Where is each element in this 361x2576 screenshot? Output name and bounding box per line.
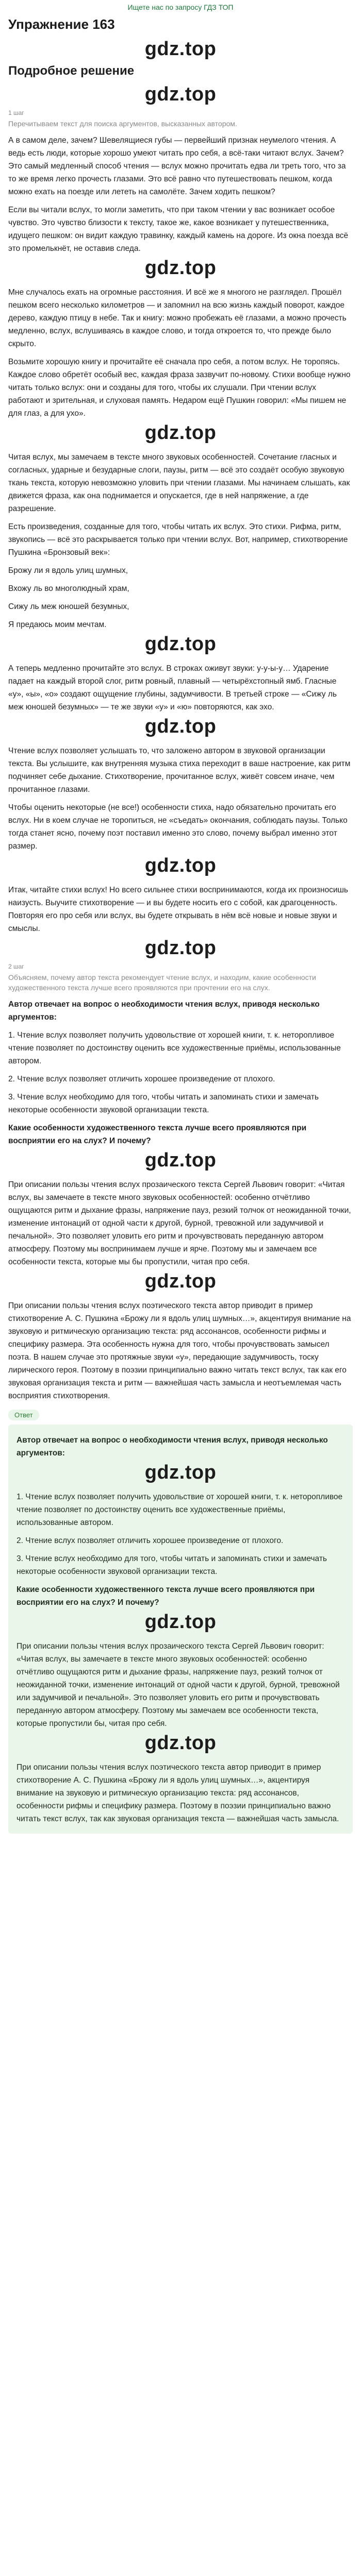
step-note: Объясняем, почему автор текста рекомендует чтение вслух, и находим, какие особенности художественного текста лучше всего проявляются при прочтении его на слух.	[8, 973, 316, 992]
text-paragraph: 2. Чтение вслух позволяет отличить хорошее произведение от плохого.	[8, 1075, 275, 1083]
text-paragraph: Итак, читайте стихи вслух! Но всего сильнее стихи воспринимаются, когда их произносишь наизусть. Выучите стихотворение — и вы будете носить его с собой, как драгоценность. Повторяя его про себя или вслух, вы будете открывать в нём всё новые и новые звуки и смыслы.	[8, 886, 348, 933]
watermark-row	[8, 631, 353, 657]
search-hint-link[interactable]: Ищете нас по запросу ГДЗ ТОП	[127, 3, 234, 11]
poem-line: Брожу ли я вдоль улиц шумных,	[8, 566, 128, 575]
step-note: Перечитываем текст для поиска аргументов, высказанных автором.	[8, 120, 237, 128]
answer-paragraph: 1. Чтение вслух позволяет получить удовольствие от хорошей книги, т. к. неторопливое чтение позволяет по достоинству оценить все художественные приёмы, использованные автором.	[17, 1493, 343, 1527]
watermark: gdz.top	[144, 1732, 217, 1754]
watermark: gdz.top	[144, 1611, 217, 1633]
section-heading: Подробное решение	[8, 64, 135, 78]
text-paragraph: Автор отвечает на вопрос о необходимости чтения вслух, приводя несколько аргументов:	[8, 1000, 320, 1022]
watermark: gdz.top	[144, 633, 217, 655]
answer-label: Ответ	[8, 1410, 39, 1420]
watermark-row	[17, 1730, 344, 1756]
answer-paragraph: Автор отвечает на вопрос о необходимости чтения вслух, приводя несколько аргументов:	[17, 1436, 328, 1458]
text-paragraph: Возьмите хорошую книгу и прочитайте её сначала про себя, а потом вслух. Не торопясь. Каждое слово обретёт особый вес, каждая фраза зазвучит по-новому. Стихи вообще нужно читать только вслух: они и созданы для того, чтобы их слушали. При чтении вслух работают и зрительная, и слуховая память. Недаром ещё Пушкин говорил: «Мы пишем не для глаз, а для ухо».	[8, 358, 351, 418]
watermark-row	[8, 935, 353, 961]
answer-paragraph: При описании пользы чтения вслух поэтического текста автор приводит в пример стихотворение А. С. Пушкина «Брожу ли я вдоль улиц шумных…», акцентируя внимание на звуковую и ритмическую организацию текста: ряд ассонансов, особенности рифмы и специфику размера. Поэтому в поэзии принципиально важно читать текст вслух, так как звуковая организация текста — важнейшая часть замысла.	[17, 1763, 339, 1823]
watermark-row	[8, 1268, 353, 1294]
text-paragraph: Читая вслух, мы замечаем в тексте много звуковых особенностей. Сочетание гласных и согласных, ударные и безударные слоги, паузы, ритм — всё это создаёт особую звуковую ткань текста, которую невозможно уловить при чтении глазами. Мы начинаем слышать, как движется фраза, как она поднимается и опускается, где в ней напряжение, а где разрешение.	[8, 453, 350, 513]
watermark: gdz.top	[144, 937, 217, 959]
step-label: 1 шаг	[8, 109, 24, 116]
watermark: gdz.top	[144, 83, 217, 105]
watermark-row	[17, 1609, 344, 1635]
step-label: 2 шаг	[8, 963, 24, 970]
watermark: gdz.top	[144, 422, 217, 444]
watermark-row	[17, 1460, 344, 1485]
text-paragraph: 1. Чтение вслух позволяет получить удовольствие от хорошей книги, т. к. неторопливое чтение позволяет по достоинству оценить все художественные приёмы, использованные автором.	[8, 1031, 341, 1065]
answer-paragraph: 2. Чтение вслух позволяет отличить хорошее произведение от плохого.	[17, 1536, 284, 1545]
answer-paragraph: 3. Чтение вслух необходимо для того, чтобы читать и запоминать стихи и замечать некоторые особенности звуковой организации текста.	[17, 1554, 327, 1576]
poem-line: Сижу ль меж юношей безумных,	[8, 602, 129, 611]
poem-line: Я предаюсь моим мечтам.	[8, 620, 107, 629]
text-paragraph: Если вы читали вслух, то могли заметить, что при таком чтении у вас возникает особое чувство. Это чувство близости к тексту, такое же, какое возникает у путешественника, идущего пешком: он видит каждую травинку, каждый камень на дороге. Из окна поезда всё это промелькнёт, не оставив следа.	[8, 206, 349, 253]
answer-box	[8, 1425, 353, 1834]
text-paragraph: Какие особенности художественного текста лучше всего проявляются при восприятии его на слух? И почему?	[8, 1124, 307, 1145]
watermark: gdz.top	[144, 855, 217, 876]
watermark-row	[8, 1147, 353, 1173]
watermark-row	[8, 420, 353, 446]
watermark: gdz.top	[144, 1270, 217, 1292]
text-paragraph: Есть произведения, созданные для того, чтобы читать их вслух. Это стихи. Рифма, ритм, звукопись — всё это раскрывается только при чтении вслух. Вот, например, стихотворение Пушкина «Бронзовый век»:	[8, 522, 348, 557]
watermark-row	[8, 255, 353, 281]
text-paragraph: Чтение вслух позволяет услышать то, что заложено автором в звуковой организации текста. Вы услышите, как внутренняя музыка стиха переходит в ваше настроение, как ритм подчиняет себе дыхание. Стихотворение, прочитанное вслух, живёт совсем иначе, чем прочитанное глазами.	[8, 747, 351, 794]
watermark-row	[8, 853, 353, 878]
poem-line: Вхожу ль во многолюдный храм,	[8, 584, 129, 593]
watermark-row	[8, 81, 353, 107]
text-paragraph: Чтобы оценить некоторые (не все!) особенности стиха, надо обязательно прочитать его вслух. Ни в коем случае не торопиться, не «съедать» окончания, соблюдать паузы. Только тогда станет ясно, почему поэт поставил именно это слово, почему выбрал именно этот размер.	[8, 803, 348, 851]
watermark-row	[8, 36, 353, 62]
watermark: gdz.top	[144, 38, 217, 60]
watermark: gdz.top	[144, 1149, 217, 1171]
text-paragraph: А теперь медленно прочитайте это вслух. В строках оживут звуки: у-у-ы-у… Ударение падает на каждый второй слог, ритм ровный, плавный — четырёхстопный ямб. Гласные «у», «ы», «о» создают ощущение глубины, задумчивости. В третьей строке — «Сижу ль меж юношей безумных» — те же звуки «у» и «ю» повторяются, как эхо.	[8, 664, 337, 711]
text-paragraph: 3. Чтение вслух необходимо для того, чтобы читать и запоминать стихи и замечать некоторые особенности звуковой организации текста.	[8, 1093, 319, 1114]
watermark: gdz.top	[144, 1462, 217, 1483]
text-paragraph: При описании пользы чтения вслух прозаического текста Сергей Львович говорит: «Читая вслух, вы замечаете в тексте много звуковых особенностей: особенно отчётливо ощущаются ритм и дыхание фразы, напряжение пауз, резкий толчок от неожиданной точки, изменение интонаций от одной части к другой, бурной, тревожной или задумчивой и печальной». Это позволяет уловить его ритм и прочувствовать переданную автором атмосферу. Поэтому мы воспринимаем лучше и ярче. Поэтому мы и замечаем все особенности текста, которые мы бы пропустили, читая про себя.	[8, 1180, 351, 1266]
answer-paragraph: При описании пользы чтения вслух прозаического текста Сергей Львович говорит: «Читая вслух, вы замечаете в тексте много звуковых особенностей: особенно отчётливо ощущаются ритм и дыхание фразы, напряжение пауз, резкий толчок от неожиданной точки, изменение интонаций от одной части к другой, бурной, тревожной или задумчивой и печальной». Это позволяет уловить его ритм и прочувствовать переданную автором атмосферу. Поэтому мы замечаем все особенности текста, которые пропустили бы, читая про себя.	[17, 1642, 340, 1728]
page-title: Упражнение 163	[8, 16, 115, 32]
text-paragraph: Мне случалось ехать на огромные расстояния. И всё же я многого не разглядел. Прошёл пешком всего несколько километров — и запомнил на всю жизнь каждый поворот, каждое дерево, каждую птицу в небе. Так и книгу: можно пробежать её глазами, а можно прочесть медленно, вслух, вслушиваясь в каждое слово, и тогда откроется то, что прежде было скрыто.	[8, 288, 347, 348]
text-paragraph: А в самом деле, зачем? Шевелящиеся губы — первейший признак неумелого чтения. А ведь есть люди, которые хорошо умеют читать про себя, а всё-таки читают вслух. Зачем? Это самый медленный способ чтения — вслух можно прочитать едва ли треть того, что за то же время легко прочесть глазами. Это всё равно что путешествовать пешком, когда можно ехать на поезде или лететь на самолёте. Зачем ходить пешком?	[8, 136, 346, 196]
watermark: gdz.top	[144, 257, 217, 279]
text-paragraph: При описании пользы чтения вслух поэтического текста автор приводит в пример стихотворение А. С. Пушкина «Брожу ли я вдоль улиц шумных…», акцентируя внимание на звуковую и ритмическую организацию текста: ряд ассонансов, особенности рифмы и специфику размера. Эта особенность нужна для того, чтобы прочувствовать замысел поэта. В нашем случае это протяжные звуки «у», передающие задумчивость, тоску лирического героя. Поэтому в поэзии принципиально важно читать текст вслух, так как его звуковая организация текста и ритм — важнейшая часть замысла и неотъемлемая часть восприятия стихотворения.	[8, 1301, 351, 1400]
watermark: gdz.top	[144, 716, 217, 737]
answer-paragraph: Какие особенности художественного текста лучше всего проявляются при восприятии его на слух? И почему?	[17, 1585, 315, 1607]
watermark-row	[8, 714, 353, 739]
